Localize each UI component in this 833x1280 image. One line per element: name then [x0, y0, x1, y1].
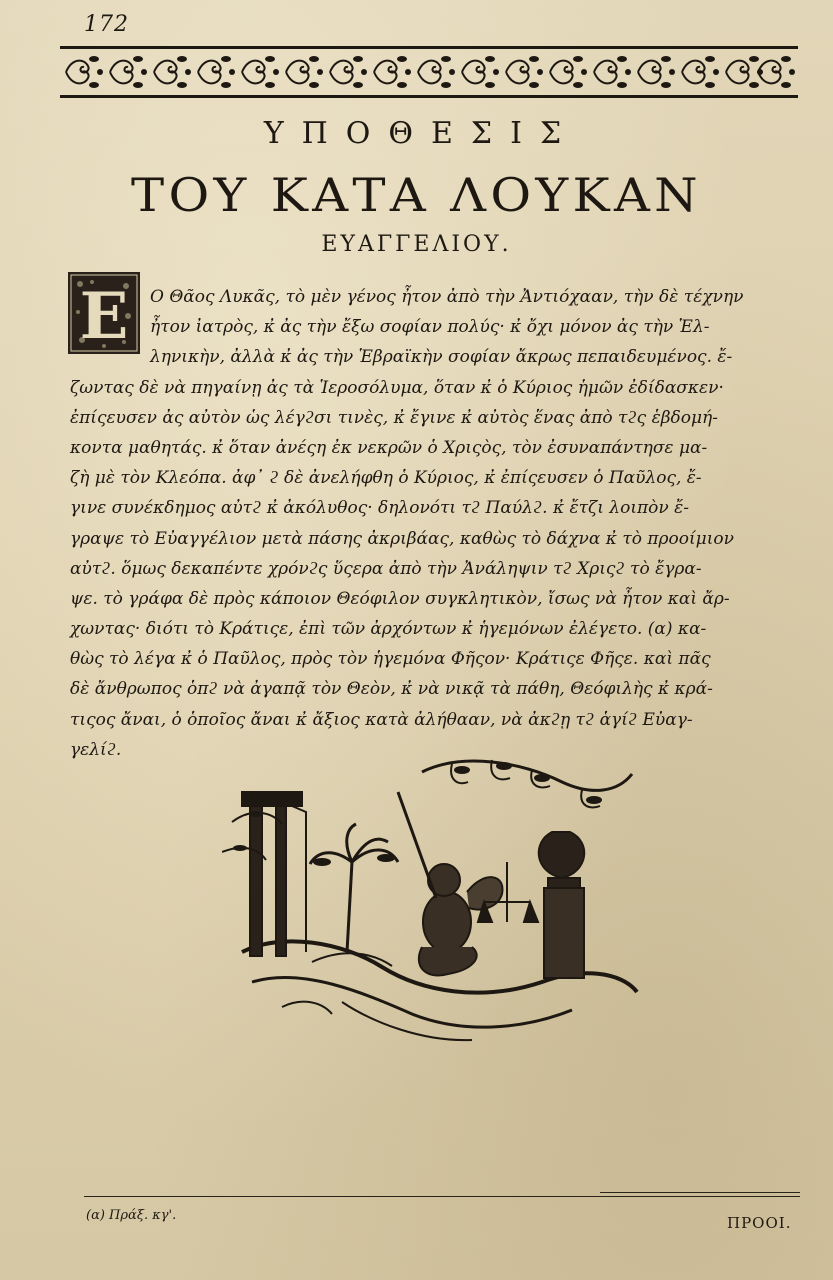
text-line: αὐτϩ. ὅμως δεκαπέντε χρόνϩς ὕςερα ἀπὸ τὴν Ἀνάληψιν τϩ Χριςϩ τὸ ἔγρα-	[70, 558, 702, 579]
text-line: τιςος ἄναι, ὁ ὁποῖος ἄναι κ̓ ἄξιος κατὰ ἀλήθααν, νὰ ἀκϩῃ τϩ ἁγίϩ Εὐαγ-	[70, 709, 693, 730]
text-line: δὲ ἄνθρωπος ὁπϩ νὰ ἀγαπᾷ τὸν Θεὸν, κ̓ νὰ νικᾷ τὰ πάθη, Θεόφιλὴς κ̓ κρά-	[70, 679, 713, 700]
floral-ornament-band	[60, 44, 798, 100]
hypothesis-heading: ΥΠΟΘΕΣΙΣ	[263, 116, 580, 151]
title-subtitle: ΕΥΑΓΓΕΛΙΟΥ.	[321, 232, 512, 257]
drop-cap-letter: Ε	[79, 279, 129, 354]
catchword-rule	[600, 1192, 800, 1193]
footnote-rule	[84, 1196, 800, 1197]
text-line: Ο Θᾶος Λυκᾶς, τὸ μὲν γένος ἦτον ἀπὸ τὴν Ἀντιόχααν, τὴν δὲ τέχνην	[150, 287, 744, 307]
catchword: ΠΡΟΟΙ.	[727, 1214, 792, 1232]
text-line: ζωντας δὲ νὰ πηγαίνῃ ἀς τὰ Ἱεροσόλυμα, ὅταν κ̓ ὁ Κύριος ἡμῶν ἐδίδασκεν·	[70, 377, 724, 398]
text-line: ληνικὴν, ἀλλὰ κ̓ ἀς τὴν Ἑβραϊκὴν σοφίαν ἄκρως πεπαιδευμένος. ἔ-	[150, 347, 733, 368]
text-line: κοντα μαθητάς. κ̓ ὅταν ἀνέςη ἐκ νεκρῶν ὁ Χριςὸς, τὸν ἐσυναπάντησε μα-	[70, 437, 708, 458]
main-title: ΤΟΥ ΚΑΤΑ ΛΟΥΚΑΝ	[131, 168, 702, 222]
text-line: γραψε τὸ Εὐαγγέλιον μετὰ πάσης ἀκριβάας, καθὼς τὸ δάχνα κ̓ τὸ προοίμιον	[70, 528, 734, 549]
text-line: ἦτον ἰατρὸς, κ̓ ἀς τὴν ἔξω σοφίαν πολύς· κ̓ ὄχι μόνον ἀς τὴν Ἑλ-	[150, 317, 710, 338]
body-text	[70, 282, 800, 765]
text-line: γελίϩ.	[70, 739, 122, 760]
cherub-vignette-engraving	[222, 752, 642, 1044]
text-line: ἐπίςευσεν ἀς αὐτὸν ὡς λέγϩσι τινὲς, κ̓ ἔγινε κ̓ αὐτὸς ἕνας ἀπὸ τϩς ἑβδομή-	[70, 407, 718, 428]
text-line: ζὴ μὲ τὸν Κλεόπα. ἀφ᾽ ϩ δὲ ἀνελήφθη ὁ Κύριος, κ̓ ἐπίςευσεν ὁ Παῦλος, ἔ-	[70, 468, 702, 489]
text-line: θὼς τὸ λέγα κ̓ ὁ Παῦλος, πρὸς τὸν ἡγεμόνα Φῆςον· Κράτιςε Φῆςε. καὶ πᾶς	[70, 649, 711, 670]
page-number: 172	[84, 12, 129, 37]
text-line: γινε συνέκδημος αὐτϩ κ̓ ἀκόλυθος· δηλονότι τϩ Παύλϩ. κ̓ ἔτζι λοιπὸν ἔ-	[70, 498, 689, 519]
text-line: ψε. τὸ γράφα δὲ πρὸς κάποιον Θεόφιλον συγκλητικὸν, ἴσως νὰ ἦτον καὶ ἄρ-	[70, 588, 730, 609]
footnote: (α) Πράξ. κγ'.	[86, 1208, 177, 1223]
text-line: χωντας· διότι τὸ Κράτιςε, ἐπὶ τῶν ἀρχόντων κ̓ ἡγεμόνων ἐλέγετο. (α) κα-	[70, 619, 707, 640]
